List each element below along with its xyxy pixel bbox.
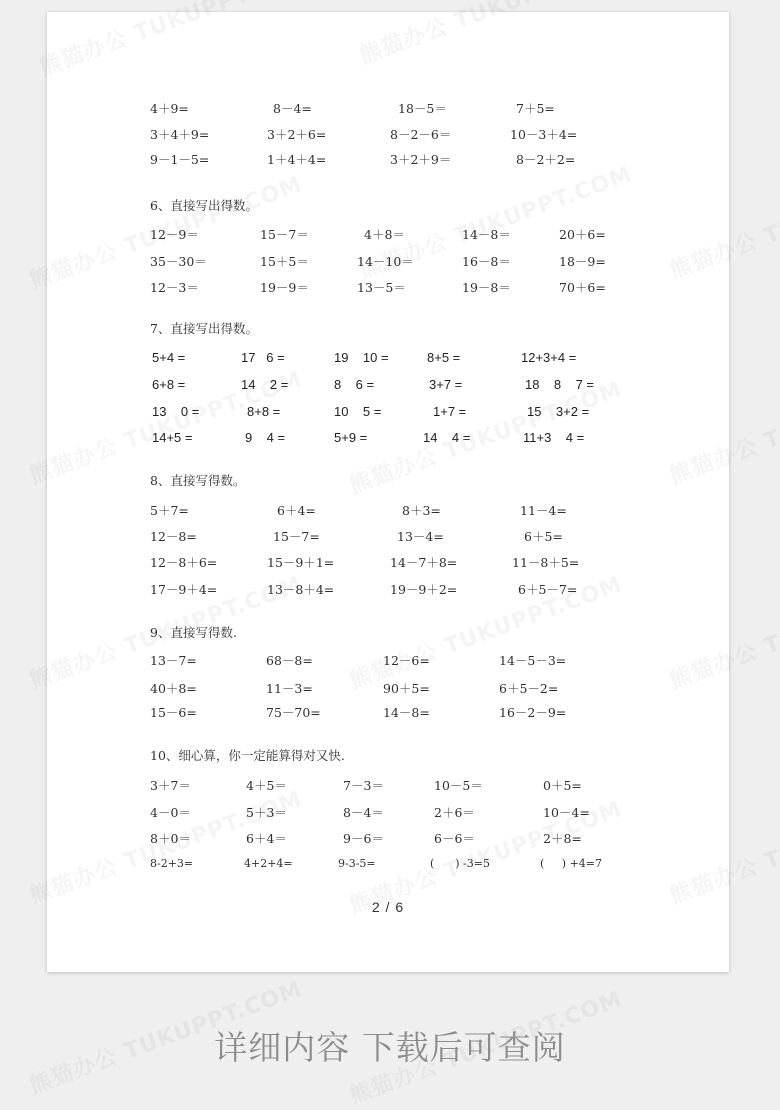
problem-row [47, 279, 729, 297]
math-problem: 3＋2＋9＝ [390, 152, 452, 167]
download-prompt-banner: 详细内容 下载后可查阅 [214, 1028, 566, 1067]
math-problem: 5＋3＝ [246, 805, 287, 820]
math-problem: 18－9= [559, 254, 606, 269]
math-problem: 4＋8＝ [364, 227, 405, 242]
problem-row [47, 151, 729, 169]
math-problem: 9－1－5= [150, 152, 210, 167]
math-problem: 8 6 = [334, 377, 375, 392]
problem-row [47, 126, 729, 144]
math-problem: 12+3+4 = [521, 350, 577, 365]
math-problem: 35－30＝ [150, 254, 207, 269]
problem-row [47, 830, 729, 848]
section-title: 9、直接写得数. [150, 625, 237, 640]
math-problem: 12－9＝ [150, 227, 199, 242]
math-problem: 3＋7＝ [150, 778, 191, 793]
problem-row [47, 502, 729, 520]
math-problem: 11－3= [266, 681, 313, 696]
problem-row [47, 804, 729, 822]
math-problem: 8－2＋2= [516, 152, 576, 167]
math-problem: 6＋4= [277, 503, 316, 518]
section-title: 10、细心算，你一定能算得对又快. [150, 748, 345, 763]
math-problem: 15＋5＝ [260, 254, 309, 269]
math-problem: ( ) +4=7 [540, 857, 602, 870]
math-problem: 14+5 = [152, 430, 193, 445]
math-problem: 1+7 = [433, 404, 467, 419]
math-problem: 17－9＋4= [150, 582, 218, 597]
problem-row [47, 554, 729, 572]
math-problem: 11－4= [520, 503, 567, 518]
math-problem: 9－6＝ [343, 831, 384, 846]
math-problem: 8－2－6＝ [390, 127, 452, 142]
math-problem: 0＋5= [543, 778, 582, 793]
math-problem: 13 0 = [152, 404, 200, 419]
math-problem: 6－6＝ [434, 831, 475, 846]
math-problem: 19 10 = [334, 350, 389, 365]
math-problem: 16－2－9= [499, 705, 567, 720]
math-problem: 3＋4＋9= [150, 127, 210, 142]
math-problem: 13－4= [397, 529, 444, 544]
problem-row [47, 403, 729, 421]
math-problem: 4＋5＝ [246, 778, 287, 793]
math-problem: 5+9 = [334, 430, 368, 445]
math-problem: 8-2+3= [150, 857, 194, 870]
math-problem: 11+3 4 = [523, 430, 585, 445]
math-problem: 10－3＋4= [510, 127, 578, 142]
math-problem: 12－3＝ [150, 280, 199, 295]
math-problem: 12－8= [150, 529, 197, 544]
math-problem: 4＋9= [150, 101, 189, 116]
math-problem: 14－5－3= [499, 653, 567, 668]
section-title: 7、直接写出得数。 [150, 321, 258, 336]
math-problem: 14－10＝ [357, 254, 414, 269]
math-problem: 7－3＝ [343, 778, 384, 793]
math-problem: 5＋7= [150, 503, 189, 518]
math-problem: 4+2+4= [244, 857, 293, 870]
math-problem: 14－8= [383, 705, 430, 720]
math-problem: 14 2 = [241, 377, 289, 392]
math-problem: 18 8 7 = [525, 377, 595, 392]
math-problem: 15－6= [150, 705, 197, 720]
math-problem: 4－0＝ [150, 805, 191, 820]
section-title: 6、直接写出得数。 [150, 198, 258, 213]
problem-row [47, 349, 729, 367]
problem-row [47, 855, 729, 873]
math-problem: 8+5 = [427, 350, 461, 365]
math-problem: 14－8＝ [462, 227, 511, 242]
math-problem: 6+8 = [152, 377, 186, 392]
problem-row [47, 429, 729, 447]
math-problem: 18－5＝ [398, 101, 447, 116]
document-page [47, 12, 729, 972]
math-problem: 1＋4＋4= [267, 152, 327, 167]
problem-row [47, 680, 729, 698]
problem-row [47, 777, 729, 795]
math-problem: 40＋8= [150, 681, 197, 696]
math-problem: 8－4＝ [343, 805, 384, 820]
math-problem: 8＋3= [402, 503, 441, 518]
math-problem: 8+8 = [247, 404, 281, 419]
math-problem: 17 6 = [241, 350, 285, 365]
math-problem: 6＋4＝ [246, 831, 287, 846]
math-problem: 19－9＝ [260, 280, 309, 295]
math-problem: 7＋5= [516, 101, 555, 116]
problem-row [47, 581, 729, 599]
math-problem: 3＋2＋6= [267, 127, 327, 142]
math-problem: 10－4= [543, 805, 590, 820]
problem-row [47, 100, 729, 118]
math-problem: 9 4 = [245, 430, 286, 445]
math-problem: 70＋6= [559, 280, 606, 295]
math-problem: 6＋5－7= [518, 582, 578, 597]
math-problem: 15 3+2 = [527, 404, 590, 419]
problem-row [47, 253, 729, 271]
math-problem: 2＋8= [543, 831, 582, 846]
math-problem: 19－8＝ [462, 280, 511, 295]
math-problem: 13－8＋4= [267, 582, 335, 597]
math-problem: 15－7= [273, 529, 320, 544]
problem-row [47, 226, 729, 244]
math-problem: 12－8＋6= [150, 555, 218, 570]
math-problem: 68－8= [266, 653, 313, 668]
math-problem: 11－8＋5= [512, 555, 580, 570]
math-problem: 19－9＋2= [390, 582, 458, 597]
math-problem: 13－5＝ [357, 280, 406, 295]
math-problem: 75－70= [266, 705, 321, 720]
math-problem: 10 5 = [334, 404, 382, 419]
problem-row [47, 652, 729, 670]
math-problem: 6＋5= [524, 529, 563, 544]
math-problem: 14 4 = [423, 430, 471, 445]
problem-row [47, 528, 729, 546]
math-problem: 14－7＋8= [390, 555, 458, 570]
math-problem: 13－7= [150, 653, 197, 668]
math-problem: 12－6= [383, 653, 430, 668]
section-title: 8、直接写得数。 [150, 473, 246, 488]
math-problem: 10－5＝ [434, 778, 483, 793]
math-problem: 16－8＝ [462, 254, 511, 269]
math-problem: 6＋5－2= [499, 681, 559, 696]
math-problem: 15－9＋1= [267, 555, 335, 570]
math-problem: 9-3-5= [338, 857, 376, 870]
math-problem: 15－7＝ [260, 227, 309, 242]
page-indicator: 2 / 6 [371, 899, 405, 915]
math-problem: 3+7 = [429, 377, 463, 392]
problem-row [47, 704, 729, 722]
math-problem: 8－4= [273, 101, 312, 116]
math-problem: 20＋6= [559, 227, 606, 242]
problem-row [47, 376, 729, 394]
math-problem: 8＋0＝ [150, 831, 191, 846]
math-problem: 2＋6＝ [434, 805, 475, 820]
math-problem: 5+4 = [152, 350, 186, 365]
math-problem: 90＋5= [383, 681, 430, 696]
math-problem: ( ) -3=5 [430, 857, 490, 870]
